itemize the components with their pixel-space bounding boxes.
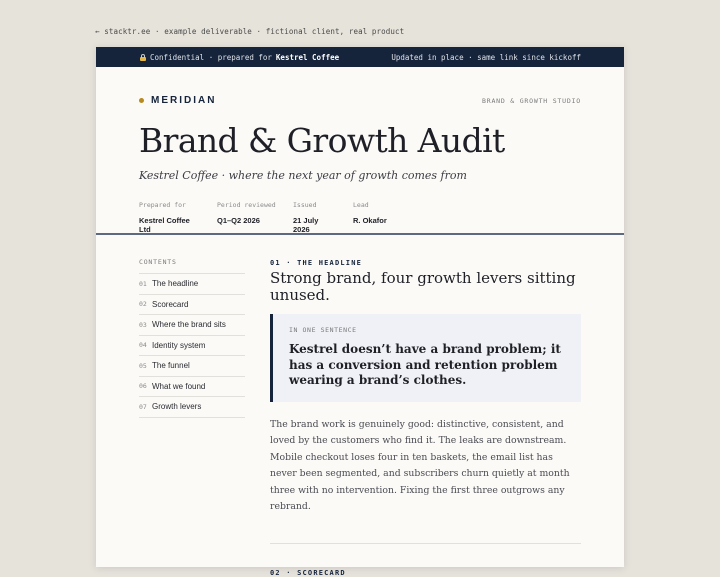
section-kicker: 01 · THE HEADLINE <box>270 259 363 267</box>
toc-item-funnel[interactable] <box>139 356 245 377</box>
toc-item-label: What we found <box>152 381 206 391</box>
toc-item-label: Identity system <box>152 340 206 350</box>
meta-period <box>217 201 277 234</box>
meta-value: Q1–Q2 2026 <box>217 216 260 226</box>
meta-value: Kestrel Coffee Ltd <box>139 216 190 235</box>
section-paragraph: The brand work is genuinely good: distinctive, consistent, and loved by the customers who find it. The leaks are downstream. Mobile checkout loses four in ten baskets, the email list has never been segmented, and subscribers churn quietly at month three with no intervention. Fixing the first three outgrows any rebrand. <box>270 418 570 513</box>
client-name: Kestrel Coffee <box>275 52 340 62</box>
toc-number: 03 <box>139 320 147 329</box>
confidential-bar <box>96 47 624 67</box>
toc-number: 06 <box>139 382 147 391</box>
toc-item-label: The headline <box>152 279 199 289</box>
toc-number: 02 <box>139 300 147 309</box>
page-subtitle: Kestrel Coffee · where the next year of growth comes from <box>139 169 467 183</box>
document-meta <box>139 201 581 234</box>
toc-item-identity-system[interactable] <box>139 336 245 357</box>
callout-label: IN ONE SENTENCE <box>289 326 357 334</box>
toc-number: 01 <box>139 279 147 288</box>
toc-item-label: Where the brand sits <box>152 320 226 330</box>
meta-label: Prepared for <box>139 201 186 210</box>
toc-item-scorecard[interactable] <box>139 295 245 316</box>
brand-logo <box>139 95 216 106</box>
top-note: ← stacktr.ee · example deliverable · fictional client, real product <box>95 27 405 36</box>
brand-name: MERIDIAN <box>151 95 217 106</box>
meta-label: Period reviewed <box>217 201 276 210</box>
studio-label: BRAND & GROWTH STUDIO <box>482 96 581 105</box>
summary-callout <box>270 314 581 402</box>
document-body <box>96 235 624 577</box>
meta-issued <box>293 201 337 234</box>
meta-prepared-for <box>139 201 201 234</box>
meta-label: Lead <box>353 201 369 210</box>
section-heading: Strong brand, four growth levers sitting unused. <box>270 269 576 304</box>
toc-item-label: The funnel <box>152 361 190 371</box>
meta-value: R. Okafor <box>353 216 387 226</box>
brand-dot-icon <box>139 98 144 103</box>
callout-text: Kestrel doesn’t have a brand problem; it has a conversion and retention problem wearing a brand’s clothes. <box>289 342 561 388</box>
toc-number: 05 <box>139 361 147 370</box>
confidential-label: Confidential · prepared for <box>150 52 272 62</box>
section-kicker-scorecard: 02 · SCORECARD <box>270 568 346 577</box>
lock-icon <box>139 54 146 61</box>
toc-item-label: Growth levers <box>152 402 202 412</box>
toc-item-growth-levers[interactable] <box>139 397 245 418</box>
page-title: Brand & Growth Audit <box>139 121 505 160</box>
toc-number: 07 <box>139 402 147 411</box>
toc-item-findings[interactable] <box>139 377 245 398</box>
main-content <box>270 259 581 577</box>
document-header <box>96 67 624 235</box>
table-of-contents <box>139 258 245 577</box>
confidential-notice <box>139 53 339 62</box>
document-sheet <box>96 47 624 577</box>
toc-number: 04 <box>139 341 147 350</box>
toc-item-brand-position[interactable] <box>139 315 245 336</box>
toc-label: CONTENTS <box>139 258 245 274</box>
toc-item-headline[interactable] <box>139 274 245 295</box>
meta-lead <box>353 201 387 234</box>
update-note: Updated in place · same link since kickoff <box>391 52 581 62</box>
meta-value: 21 July 2026 <box>293 216 319 235</box>
section-divider <box>270 543 581 544</box>
meta-label: Issued <box>293 201 317 210</box>
toc-item-label: Scorecard <box>152 299 189 309</box>
